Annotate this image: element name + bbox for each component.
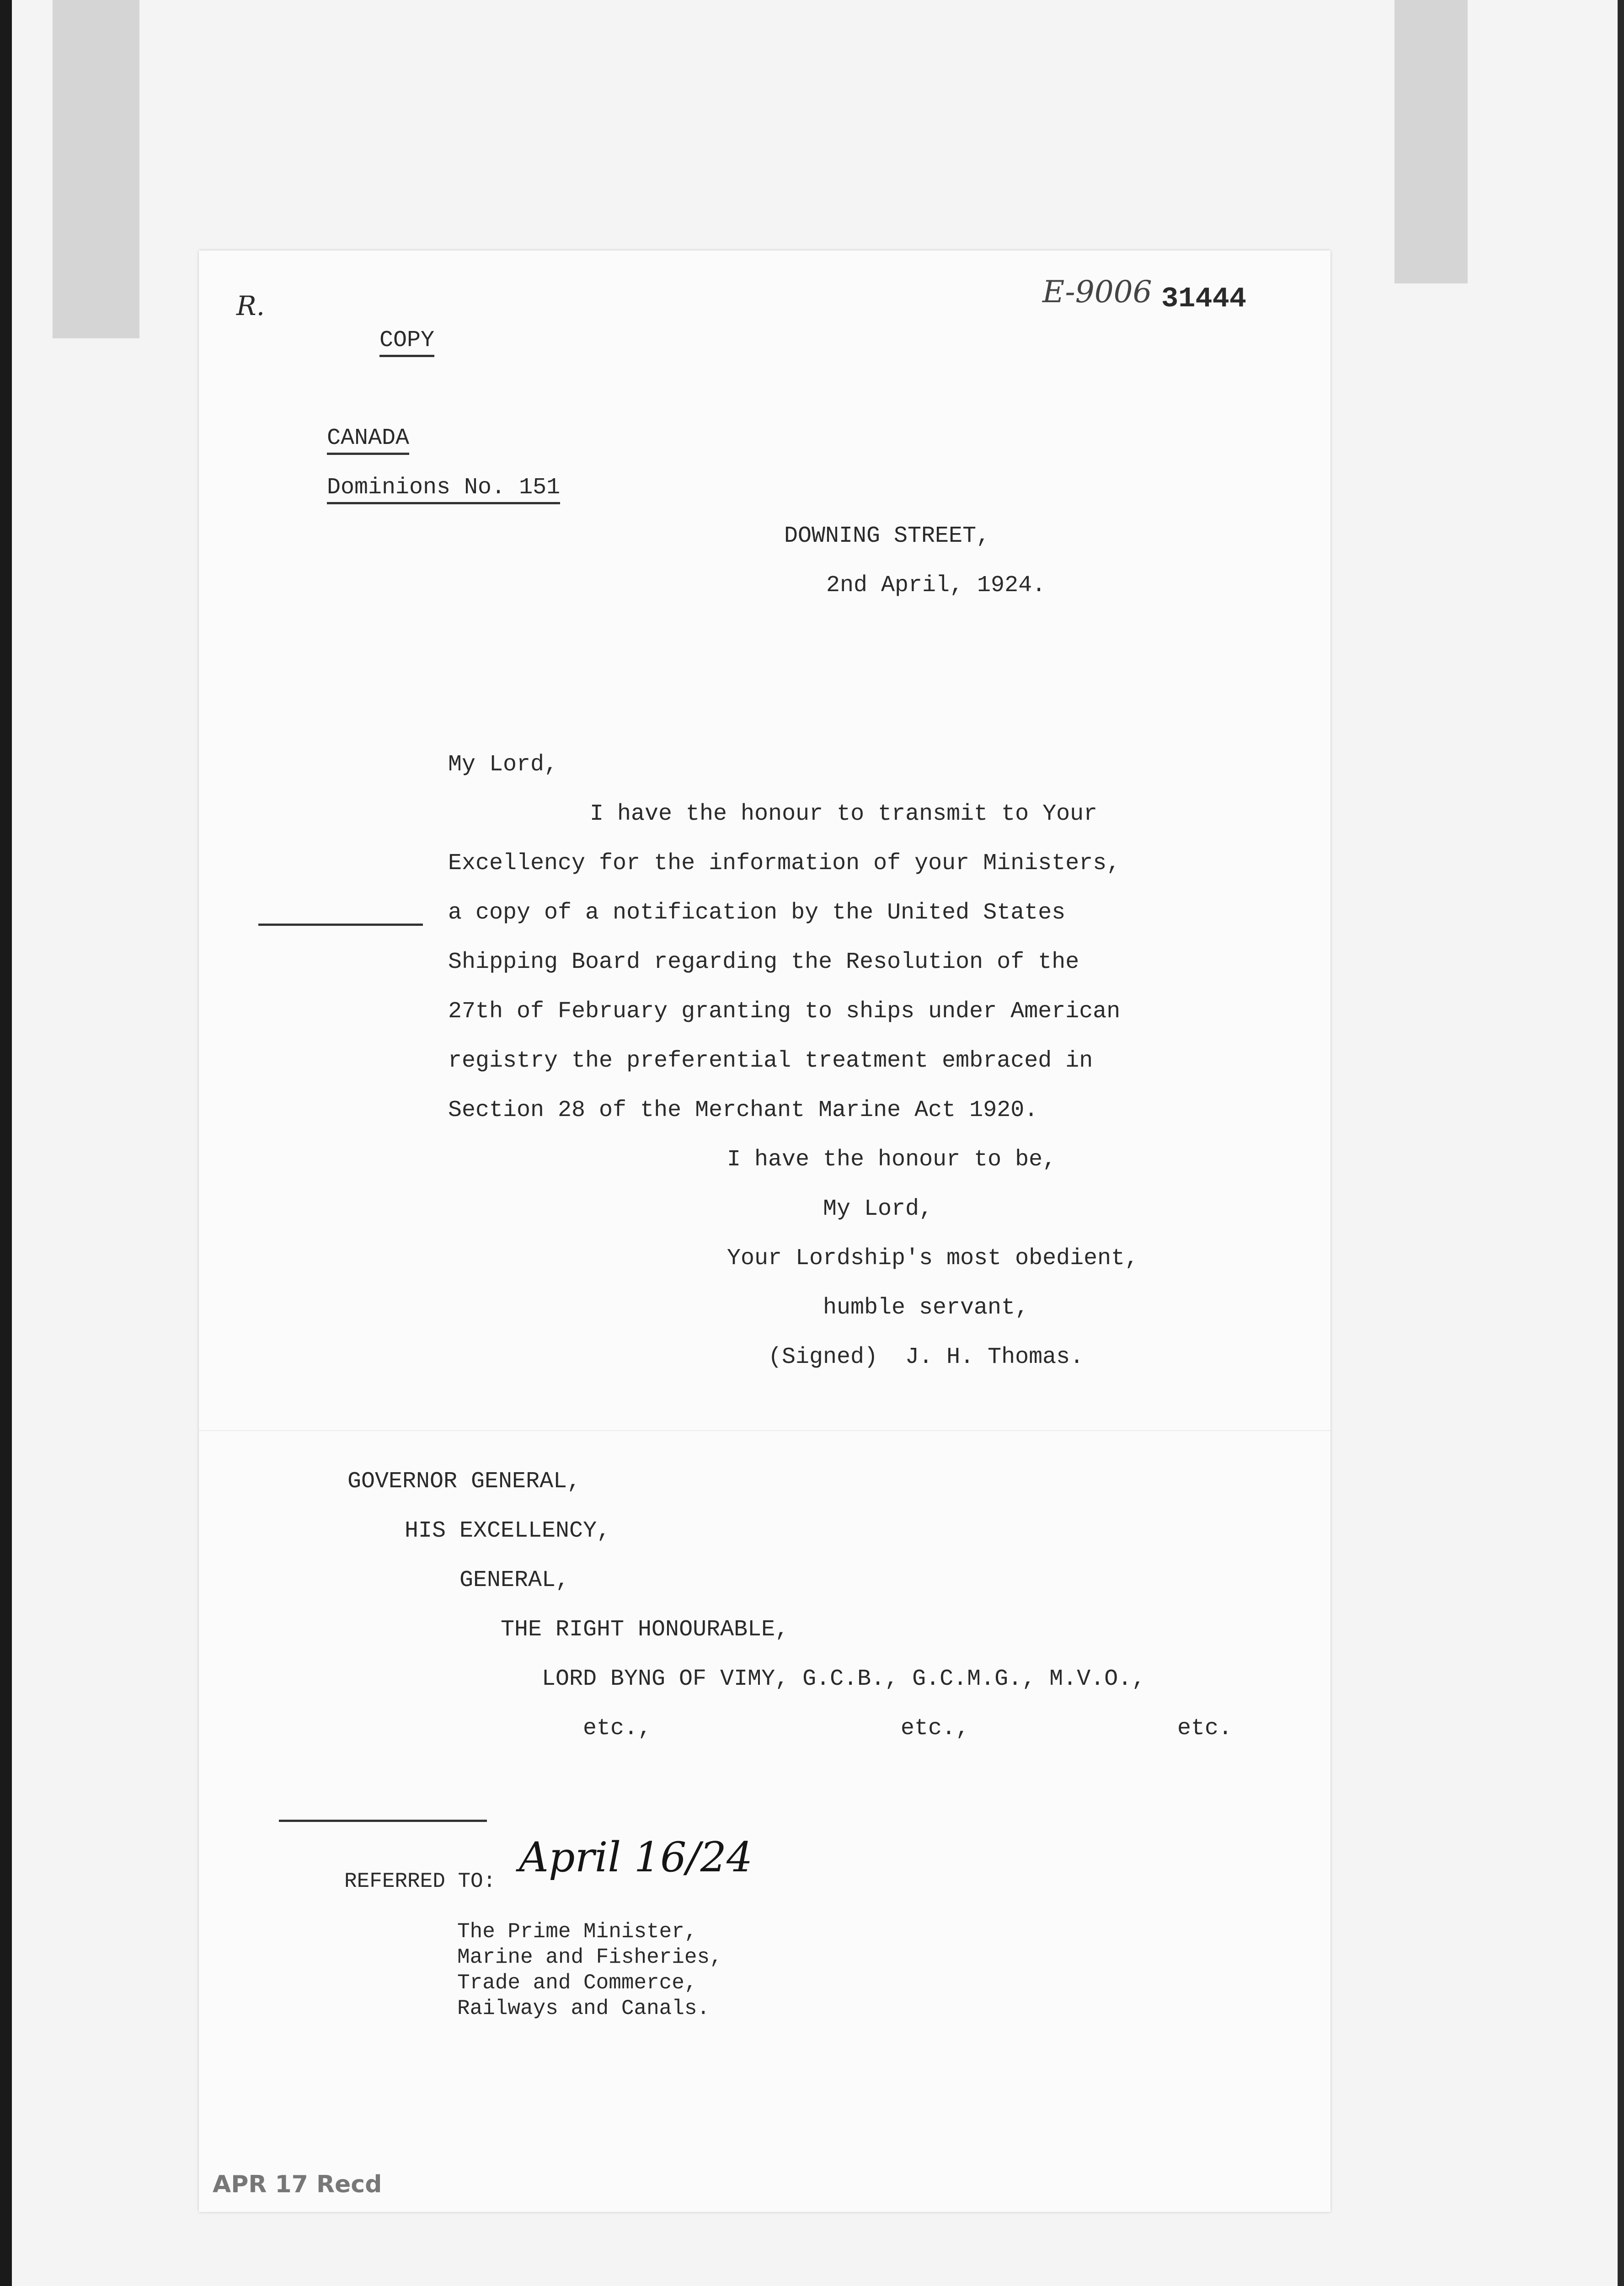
signature-line: (Signed) J. H. Thomas. [768, 1344, 1084, 1370]
salutation: My Lord, [448, 752, 558, 778]
scan-border-left [0, 0, 12, 2286]
archive-number-stamped: 31444 [1161, 283, 1247, 315]
copy-heading: COPY [379, 329, 434, 357]
sender-address: DOWNING STREET, [784, 523, 990, 549]
tape-top-right [1394, 0, 1468, 283]
margin-mark: R. [236, 290, 265, 321]
tape-top-left [53, 0, 139, 338]
addressee-line: LORD BYNG OF VIMY, G.C.B., G.C.M.G., M.V.O., [542, 1666, 1146, 1692]
referral-recipient: Marine and Fisheries, [457, 1945, 722, 1969]
closing-line: I have the honour to be, [727, 1147, 1057, 1173]
body-line: registry the preferential treatment embraced in [448, 1048, 1093, 1074]
archive-number-handwritten: E-9006 [1042, 274, 1152, 310]
fold-line [199, 1430, 1330, 1431]
referral-date-handwritten: April 16/24 [519, 1833, 753, 1881]
body-line: I have the honour to transmit to Your [590, 801, 1098, 827]
referral-rule [279, 1820, 487, 1822]
referred-to-label: REFERRED TO: [344, 1869, 496, 1893]
etc-3: etc. [1177, 1715, 1233, 1741]
referral-recipient: Railways and Canals. [457, 1997, 710, 2020]
body-line: a copy of a notification by the United States [448, 900, 1066, 926]
body-line: Excellency for the information of your Ministers, [448, 850, 1121, 876]
margin-rule [258, 924, 423, 926]
dominions-number: Dominions No. 151 [327, 476, 560, 504]
closing-line: humble servant, [823, 1295, 1029, 1321]
addressee-line: THE RIGHT HONOURABLE, [501, 1617, 789, 1643]
closing-line: Your Lordship's most obedient, [727, 1245, 1139, 1271]
etc-1: etc., [583, 1715, 652, 1741]
etc-2: etc., [901, 1715, 970, 1741]
closing-line: My Lord, [823, 1196, 933, 1222]
body-line: Shipping Board regarding the Resolution of the [448, 949, 1079, 975]
body-line: Section 28 of the Merchant Marine Act 1920. [448, 1097, 1038, 1123]
received-stamp: APR 17 Recd [213, 2171, 382, 2198]
body-line: 27th of February granting to ships under American [448, 999, 1121, 1025]
letter-page [199, 251, 1330, 2212]
country-heading: CANADA [327, 427, 409, 455]
scan-border-right [1618, 0, 1624, 2286]
addressee-line: GENERAL, [459, 1567, 570, 1593]
addressee-line: GOVERNOR GENERAL, [347, 1469, 581, 1495]
referral-recipient: Trade and Commerce, [457, 1971, 697, 1995]
addressee-line: HIS EXCELLENCY, [405, 1518, 611, 1544]
referral-recipient: The Prime Minister, [457, 1920, 697, 1944]
letter-date: 2nd April, 1924. [826, 572, 1046, 598]
